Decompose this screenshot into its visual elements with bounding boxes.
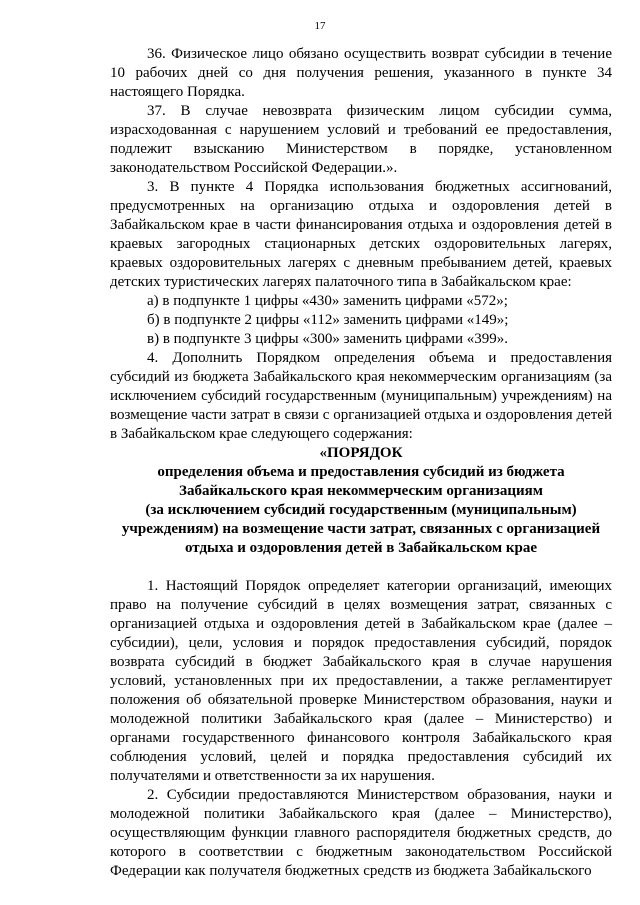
order-title: «ПОРЯДОК <box>319 445 403 461</box>
document-body <box>110 45 612 881</box>
order-subtitle-line: определения объема и предоставления субсидий из бюджета <box>157 464 565 480</box>
order-subtitle-line: (за исключением субсидий государственным (муниципальным) <box>145 502 577 518</box>
order-paragraph-2: 2. Субсидии предоставляются Министерством образования, науки и молодежной политики Забайкальского края (далее – Министерство), осуществляющим функции главного распорядителя бюджетных средств, до которого в соответствии с бюджетным законодательством Российской Федерации как получателя бюджетных средств из бюджета Забайкальского <box>110 787 612 879</box>
spacer <box>110 558 612 577</box>
order-subtitle-line: Забайкальского края некоммерческим организациям <box>179 483 543 499</box>
sub-item-b: б) в подпункте 2 цифры «112» заменить цифрами «149»; <box>147 312 509 328</box>
order-paragraph-1: 1. Настоящий Порядок определяет категории организаций, имеющих право на получение субсидий в целях возмещения затрат, связанных с организацией отдыха и оздоровления детей в Забайкальском крае (далее – субсидии), цели, условия и порядок предоставления субсидий, порядок возврата субсидий в бюджет Забайкальского края в случае нарушения условий, установленных при их предоставлении, а также регламентирует положения об обязательной проверке Министерством образования, науки и молодежной политики Забайкальского края (далее – Министерство) и органами государственного финансового контроля Забайкальского края соблюдения условий, целей и порядка предоставления субсидий их получателями и ответственности за их нарушения. <box>110 578 612 784</box>
paragraph-36: 36. Физическое лицо обязано осуществить возврат субсидии в течение 10 рабочих дней со дня получения решения, указанного в пункте 34 настоящего Порядка. <box>110 46 612 100</box>
paragraph-37: 37. В случае невозврата физическим лицом субсидии сумма, израсходованная с нарушением условий и требований ее предоставления, подлежит взысканию Министерством в порядке, установленном законодательством Российской Федерации.». <box>110 103 612 176</box>
sub-item-v: в) в подпункте 3 цифры «300» заменить цифрами «399». <box>147 331 508 347</box>
sub-item-a: а) в подпункте 1 цифры «430» заменить цифрами «572»; <box>147 293 508 309</box>
paragraph-4: 4. Дополнить Порядком определения объема и предоставления субсидий из бюджета Забайкальского края некоммерческим организациям (за исключением субсидий государственным (муниципальным) учреждениям) на возмещение части затрат в связи с организацией отдыха и оздоровления детей в Забайкальском крае следующего содержания: <box>110 350 612 442</box>
order-subtitle-line: отдыха и оздоровления детей в Забайкальском крае <box>184 540 538 556</box>
paragraph-3: 3. В пункте 4 Порядка использования бюджетных ассигнований, предусмотренных на организацию отдыха и оздоровления детей в Забайкальском крае в части финансирования отдыха и оздоровления детей в краевых загородных стационарных детских оздоровительных лагерях, краевых оздоровительных лагерях с дневным пребыванием детей, краевых детских туристических лагерях палаточного типа в Забайкальском крае: <box>110 179 612 290</box>
order-subtitle-line: учреждениям) на возмещение части затрат, связанных с организацией <box>121 521 601 537</box>
page-number: 17 <box>314 20 326 32</box>
